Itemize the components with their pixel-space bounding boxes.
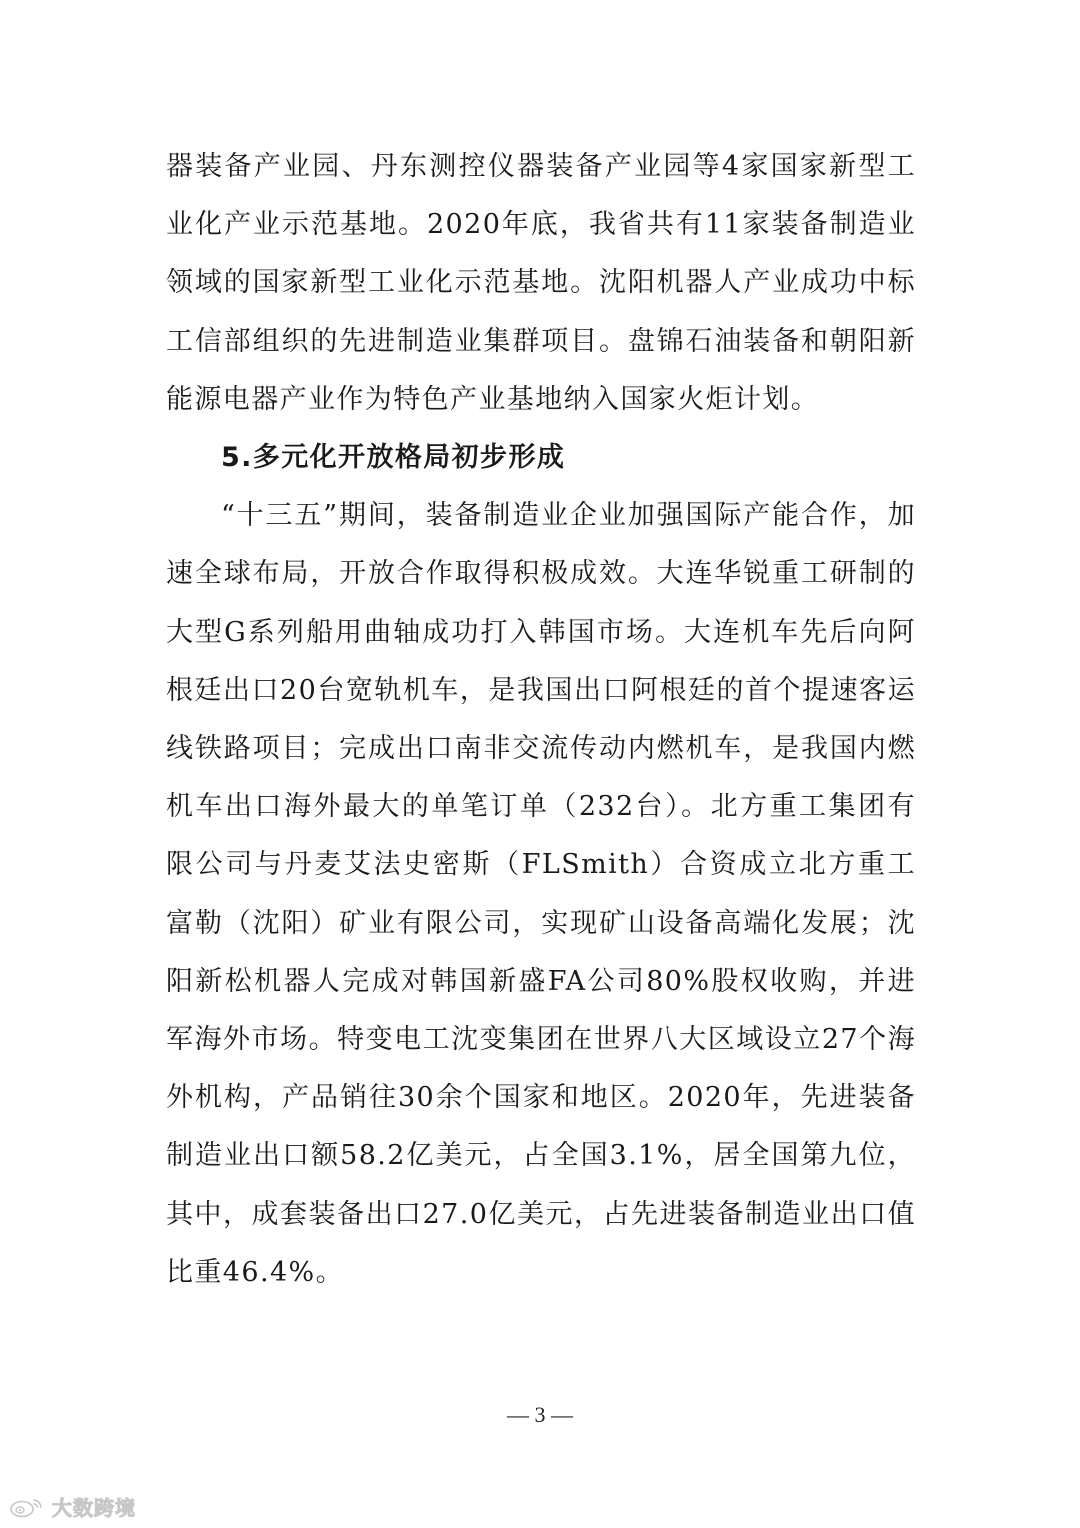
watermark-text: 大数跨境 (52, 1496, 136, 1520)
page-number: — 3 — (507, 1402, 573, 1427)
paragraph-2: “十三五”期间，装备制造业企业加强国际产能合作，加速全球布局，开放合作取得积极成效。大连华锐重工研制的大型G系列船用曲轴成功打入韩国市场。大连机车先后向阿根廷出口20台宽轨机车，是我国出口阿根廷的首个提速客运线铁路项目；完成出口南非交流传动内燃机车，是我国内燃机车出口海外最大的单笔订单（232台）。北方重工集团有限公司与丹麦艾法史密斯（FLSmith）合资成立北方重工富勒（沈阳）矿业有限公司，实现矿山设备高端化发展；沈阳新松机器人完成对韩国新盛FA公司80%股权收购，并进军海外市场。特变电工沈变集团在世界八大区域设立27个海外机构，产品销往30余个国家和地区。2020年，先进装备制造业出口额58.2亿美元，占全国3.1%，居全国第九位，其中，成套装备出口27.0亿美元，占先进装备制造业出口值比重46.4%。 (166, 500, 916, 1288)
paragraph-1: 器装备产业园、丹东测控仪器装备产业园等4家国家新型工业化产业示范基地。2020年底，我省共有11家装备制造业领域的国家新型工业化示范基地。沈阳机器人产业成功中标工信部组织的先进制造业集群项目。盘锦石油装备和朝阳新能源电器产业作为特色产业基地纳入国家火炬计划。 (166, 151, 916, 415)
section-heading: 5.多元化开放格局初步形成 (221, 442, 566, 474)
weibo-logo-icon (8, 1496, 46, 1518)
watermark (8, 1492, 136, 1521)
document-body (166, 138, 916, 1302)
